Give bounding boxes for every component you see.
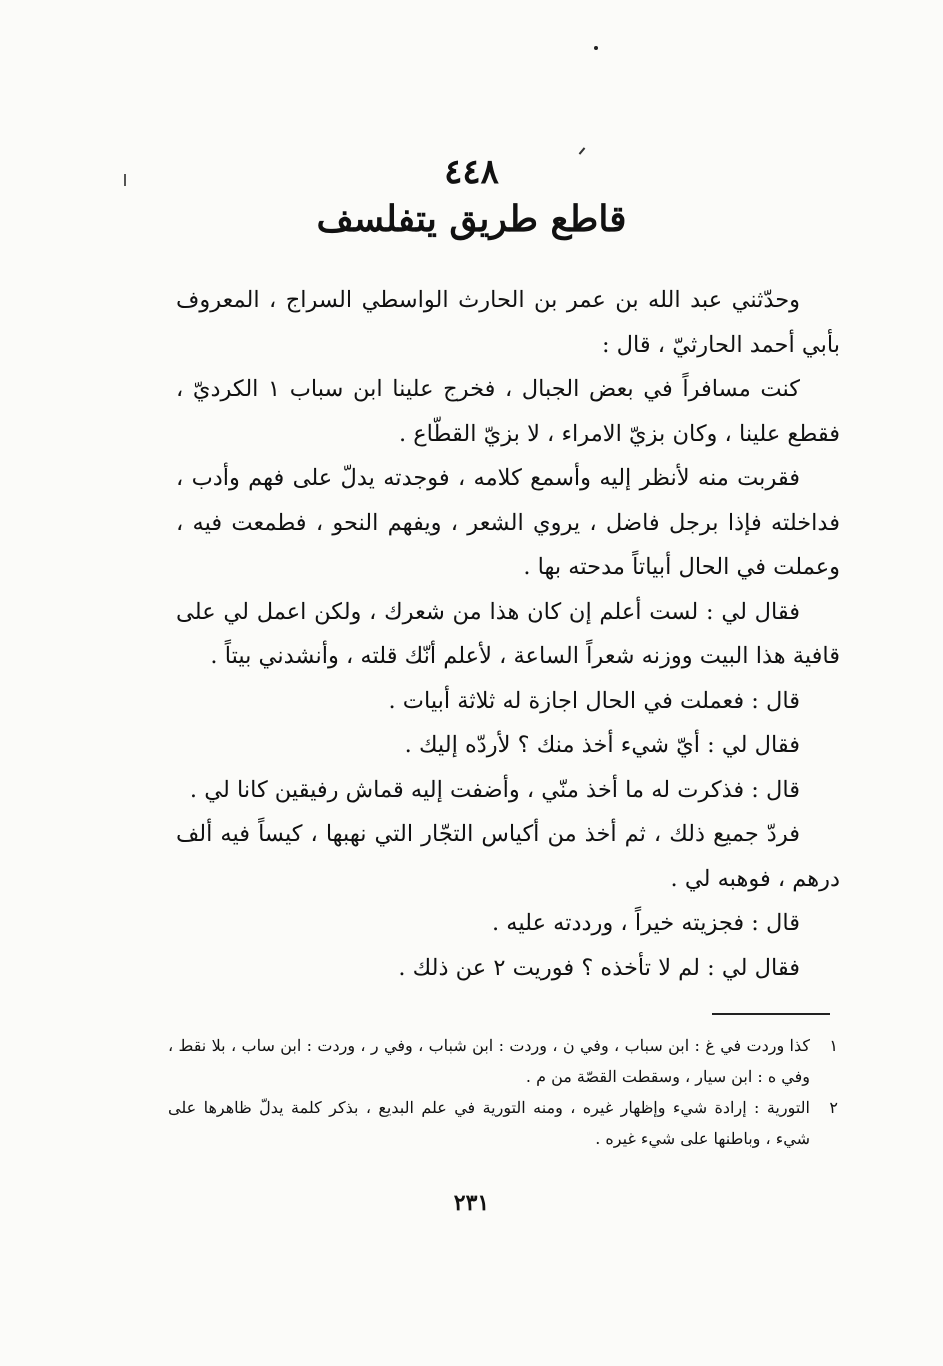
footnote-text: كذا وردت في غ : ابن سباب ، وفي ن ، وردت : ابن شباب ، وفي ر ، وردت : ابن ساب ، بلا نقط ، وفي ه : ابن سيار ، وسقطت القصّة من م . bbox=[168, 1036, 810, 1086]
paragraph: قال : فذكرت له ما أخذ منّي ، وأضفت إليه قماش رفيقين كانا لي . bbox=[189, 776, 800, 803]
footnote-number: ١ bbox=[829, 1036, 838, 1055]
footnote-text: التورية : إرادة شيء وإظهار غيره ، ومنه التورية في علم البديع ، بذكر كلمة يدلّ ظاهرها على شيء ، وباطنها على شيء غيره . bbox=[168, 1098, 810, 1148]
footnote bbox=[168, 1030, 838, 1092]
paragraph: فردّ جميع ذلك ، ثم أخذ من أكياس التجّار التي نهبها ، كيساً فيه ألف درهم ، فوهبه لي . bbox=[176, 821, 840, 892]
paragraph: قال : فعملت في الحال اجازة له ثلاثة أبيات . bbox=[388, 687, 800, 714]
paragraph: فقال لي : لم لا تأخذه ؟ فوريت ٢ عن ذلك . bbox=[398, 954, 800, 981]
footnote bbox=[168, 1092, 838, 1154]
footnote-divider bbox=[712, 1013, 830, 1015]
footnote-number: ٢ bbox=[829, 1098, 838, 1117]
paragraph: وحدّثني عبد الله بن عمر بن الحارث الواسطي السراج ، المعروف بأبي أحمد الحارثيّ ، قال : bbox=[176, 287, 840, 358]
paragraph: فقربت منه لأنظر إليه وأسمع كلامه ، فوجدته يدلّ على فهم وأدب ، فداخلته فإذا برجل فاضل ، يروي الشعر ، ويفهم النحو ، فطمعت فيه ، وعملت في الحال أبياتاً مدحته بها . bbox=[176, 465, 840, 580]
page-number: ٢٣١ bbox=[453, 1190, 490, 1216]
paragraph: قال : فجزيته خيراً ، ورددته عليه . bbox=[491, 910, 800, 936]
story-number: ٤٤٨ bbox=[444, 152, 499, 192]
paragraph: فقال لي : أيّ شيء أخذ منك ؟ لأردّه إليك . bbox=[404, 732, 800, 758]
paragraph: فقال لي : لست أعلم إن كان هذا من شعرك ، ولكن اعمل لي على قافية هذا البيت ووزنه شعراً الساعة ، لأعلم أنّك قلته ، وأنشدني بيتاً . bbox=[176, 598, 840, 669]
story-body bbox=[176, 278, 840, 990]
ink-speck bbox=[594, 46, 598, 50]
footnotes bbox=[168, 1030, 838, 1154]
paragraph: كنت مسافراً في بعض الجبال ، فخرج علينا ابن سباب ١ الكرديّ ، فقطع علينا ، وكان بزيّ الامراء ، لا بزيّ القطّاع . bbox=[176, 376, 840, 447]
story-title: قاطع طريق يتفلسف bbox=[316, 198, 627, 240]
